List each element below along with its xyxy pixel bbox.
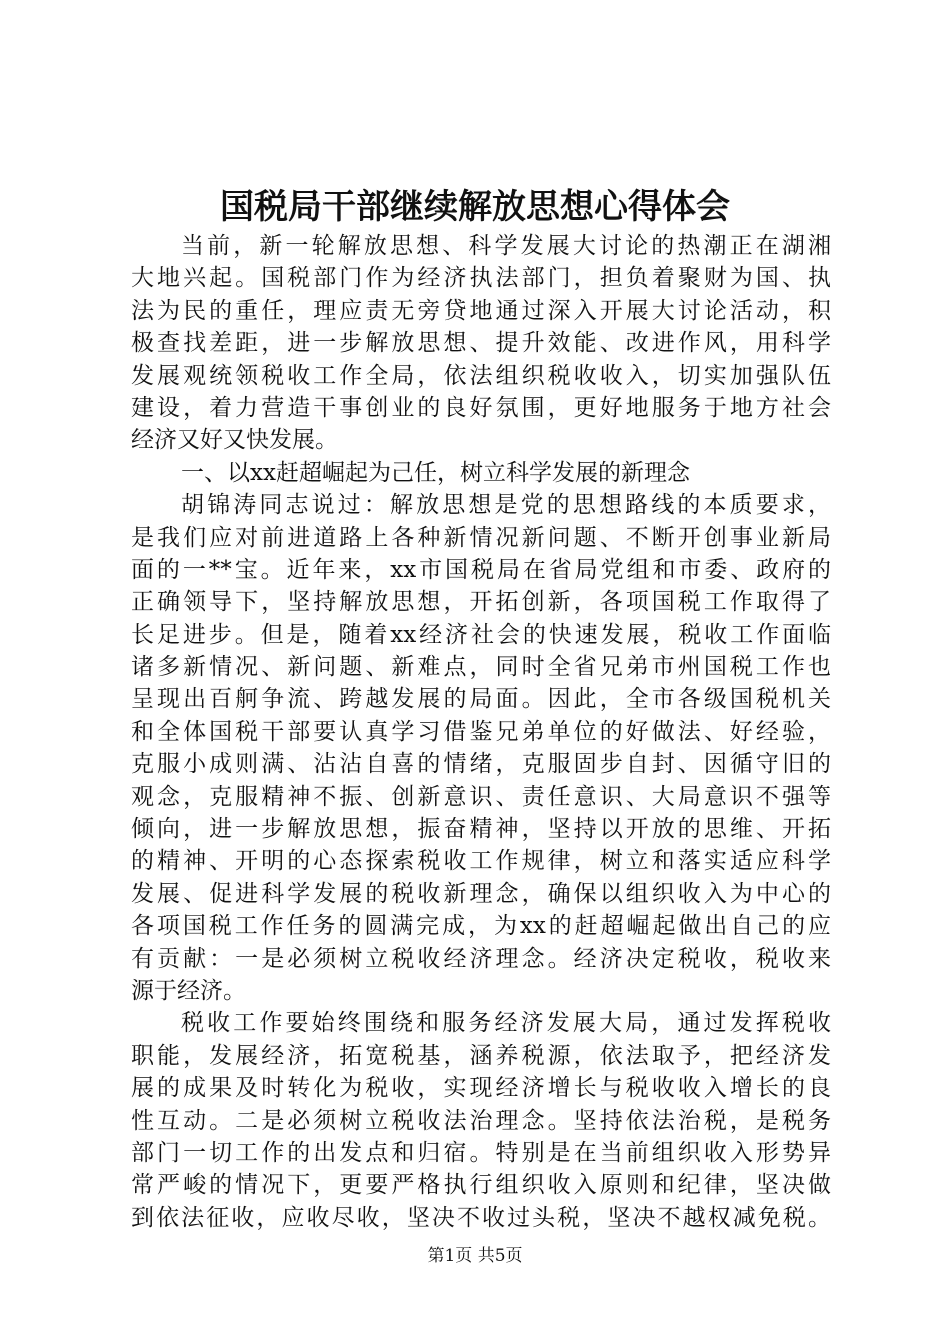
text-line: 有贡献：一是必须树立税收经济理念。经济决定税收，税收来 [131,945,831,972]
text-line: 观念，克服精神不振、创新意识、责任意识、大局意识不强等 [131,783,831,810]
text-line: 经济又好又快发展。 [131,427,338,454]
text-line: 各项国税工作任务的圆满完成，为xx的赶超崛起做出自己的应 [131,913,831,940]
text-line: 是我们应对前进道路上各种新情况新问题、不断开创事业新局 [131,524,831,551]
text-line: 税收工作要始终围绕和服务经济发展大局，通过发挥税收 [181,1010,831,1037]
text-line: 常严峻的情况下，更要严格执行组织收入原则和纪律，坚决做 [131,1172,831,1199]
text-line: 长足进步。但是，随着xx经济社会的快速发展，税收工作面临 [131,621,831,648]
text-line: 发展、促进科学发展的税收新理念，确保以组织收入为中心的 [131,880,831,907]
text-line: 正确领导下，坚持解放思想，开拓创新，各项国税工作取得了 [131,589,831,616]
page-number: 第1页 共5页 [427,1246,523,1266]
text-line: 部门一切工作的出发点和归宿。特别是在当前组织收入形势异 [131,1139,831,1166]
text-line: 展的成果及时转化为税收，实现经济增长与税收收入增长的良 [131,1075,831,1102]
text-line: 胡锦涛同志说过：解放思想是党的思想路线的本质要求， [181,492,831,519]
text-line: 到依法征收，应收尽收，坚决不收过头税，坚决不越权减免税。 [131,1204,831,1231]
text-line: 诸多新情况、新问题、新难点，同时全省兄弟市州国税工作也 [131,654,831,681]
text-line: 倾向，进一步解放思想，振奋精神，坚持以开放的思维、开拓 [131,816,831,843]
text-line: 法为民的重任，理应责无旁贷地通过深入开展大讨论活动，积 [131,297,831,324]
text-line: 极查找差距，进一步解放思想、提升效能、改进作风，用科学 [131,330,831,357]
document-body [131,230,831,1234]
text-line: 建设，着力营造干事创业的良好氛围，更好地服务于地方社会 [131,394,831,421]
section-heading: 一、以xx赶超崛起为己任，树立科学发展的新理念 [181,459,690,486]
document-title: 国税局干部继续解放思想心得体会 [220,187,730,227]
text-line: 的精神、开明的心态探索税收工作规律，树立和落实适应科学 [131,848,831,875]
text-line: 源于经济。 [131,977,246,1004]
text-line: 呈现出百舸争流、跨越发展的局面。因此，全市各级国税机关 [131,686,831,713]
text-line: 职能，发展经济，拓宽税基，涵养税源，依法取予，把经济发 [131,1042,831,1069]
text-line: 大地兴起。国税部门作为经济执法部门，担负着聚财为国、执 [131,265,831,292]
text-line: 发展观统领税收工作全局，依法组织税收收入，切实加强队伍 [131,362,831,389]
text-line: 克服小成则满、沾沾自喜的情绪，克服固步自封、因循守旧的 [131,751,831,778]
text-line: 当前，新一轮解放思想、科学发展大讨论的热潮正在湖湘 [181,233,831,259]
text-line: 面的一**宝。近年来，xx市国税局在省局党组和市委、政府的 [131,556,831,583]
text-line: 性互动。二是必须树立税收法治理念。坚持依法治税，是税务 [131,1107,831,1134]
text-line: 和全体国税干部要认真学习借鉴兄弟单位的好做法、好经验， [131,718,831,745]
